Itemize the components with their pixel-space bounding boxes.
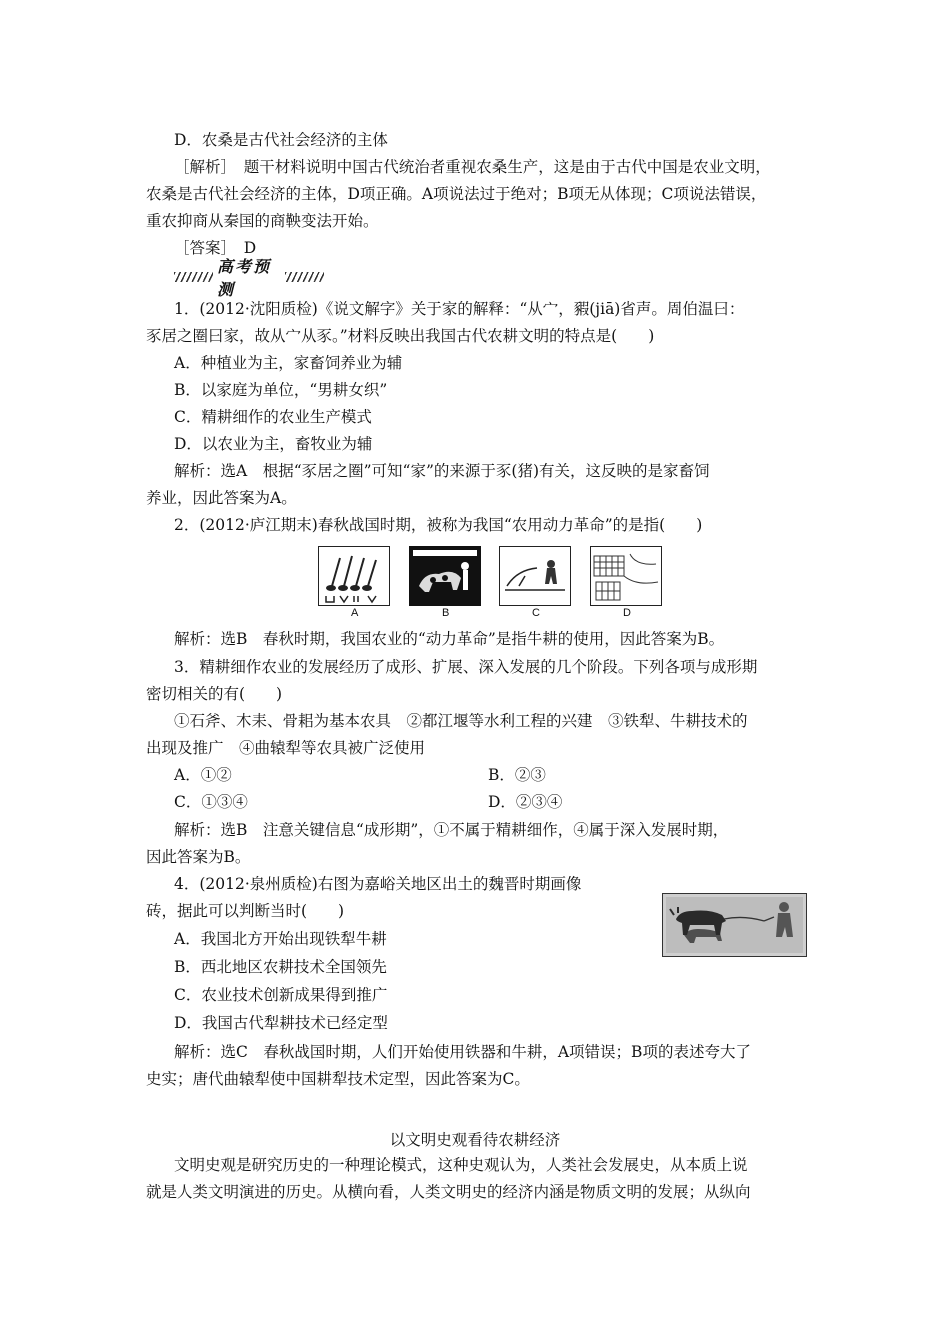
q4-option-b: B．西北地区农耕技术全国领先: [174, 958, 387, 976]
figure-label-b: B: [442, 607, 450, 619]
figure-label-d: D: [623, 607, 631, 619]
figure-label-c: C: [532, 607, 540, 619]
brick-painting-image: [662, 893, 807, 957]
section-paragraph: 就是人类文明演进的历史。从横向看，人类文明史的经济内涵是物质文明的发展；从纵向: [146, 1183, 751, 1201]
banner-hatch-right: [285, 272, 324, 282]
q1-stem: 1．(2012·沈阳质检)《说文解字》关于家的解释：“从宀，豭(jiā)省声。周伯温曰：: [174, 300, 745, 318]
q2-figure-b: [409, 546, 481, 606]
q1-option-c: C．精耕细作的农业生产模式: [174, 408, 372, 426]
q3-option-c: C．①③④: [174, 793, 248, 811]
q1-option-b: B．以家庭为单位，“男耕女织”: [174, 381, 388, 399]
q1-stem: 豕居之圈曰家，故从宀从豕。”材料反映出我国古代农耕文明的特点是( ): [146, 327, 655, 345]
q3-items: 出现及推广 ④曲辕犁等农具被广泛使用: [146, 739, 426, 757]
q2-analysis: 解析：选B 春秋时期，我国农业的“动力革命”是指牛耕的使用，因此答案为B。: [174, 630, 725, 648]
q3-analysis: 解析：选B 注意关键信息“成形期”，①不属于精耕细作，④属于深入发展时期，: [174, 821, 729, 839]
section-title: 以文明史观看待农耕经济: [389, 1131, 561, 1149]
q2-figure-d: [590, 546, 662, 606]
q1-option-d: D．以农业为主，畜牧业为辅: [174, 435, 373, 453]
q3-stem: 3．精耕细作农业的发展经历了成形、扩展、深入发展的几个阶段。下列各项与成形期: [174, 658, 758, 676]
section-paragraph: 文明史观是研究历史的一种理论模式，这种史观认为，人类社会发展史，从本质上说: [174, 1156, 748, 1174]
q4-analysis: 解析：选C 春秋战国时期，人们开始使用铁器和牛耕，A项错误；B项的表述夸大了: [174, 1043, 751, 1061]
q1-analysis: 解析：选A 根据“豕居之圈”可知“家”的来源于豕(猪)有关，这反映的是家畜饲: [174, 462, 710, 480]
figure-label-a: A: [351, 607, 359, 619]
q2-figure-c: [499, 546, 571, 606]
q1-option-a: A．种植业为主，家畜饲养业为辅: [174, 354, 403, 372]
q3-stem: 密切相关的有( ): [146, 685, 283, 703]
q2-figure-a: [318, 546, 390, 606]
banner-hatch-left: [174, 272, 213, 282]
q4-option-d: D．我国古代犁耕技术已经定型: [174, 1014, 388, 1032]
q4-option-a: A．我国北方开始出现铁犁牛耕: [174, 930, 387, 948]
q3-option-b: B．②③: [488, 766, 546, 784]
section-banner: [174, 257, 324, 299]
q3-analysis: 因此答案为B。: [146, 848, 251, 866]
q1-analysis: 养业，因此答案为A。: [146, 489, 297, 507]
analysis-line: ［解析］ 题干材料说明中国古代统治者重视农桑生产，这是由于古代中国是农业文明，: [174, 158, 771, 176]
q4-option-c: C．农业技术创新成果得到推广: [174, 986, 388, 1004]
q4-stem: 4．(2012·泉州质检)右图为嘉峪关地区出土的魏晋时期画像: [174, 875, 582, 893]
q3-option-d: D．②③④: [488, 793, 563, 811]
q4-stem: 砖，据此可以判断当时( ): [146, 902, 345, 920]
banner-title: 高考预测: [217, 257, 272, 299]
q2-stem: 2．(2012·庐江期末)春秋战国时期，被称为我国“农用动力革命”的是指( ): [174, 516, 703, 534]
option-d: D．农桑是古代社会经济的主体: [174, 131, 388, 149]
q4-analysis: 史实；唐代曲辕犁使中国耕犁技术定型，因此答案为C。: [146, 1070, 530, 1088]
analysis-line: 重农抑商从秦国的商鞅变法开始。: [146, 212, 379, 230]
q3-items: ①石斧、木耒、骨耜为基本农具 ②都江堰等水利工程的兴建 ③铁犁、牛耕技术的: [174, 712, 748, 730]
answer-line: ［答案］ D: [174, 239, 257, 257]
analysis-line: 农桑是古代社会经济的主体，D项正确。A项说法过于绝对；B项无从体现；C项说法错误，: [146, 185, 767, 203]
q3-option-a: A．①②: [174, 766, 232, 784]
